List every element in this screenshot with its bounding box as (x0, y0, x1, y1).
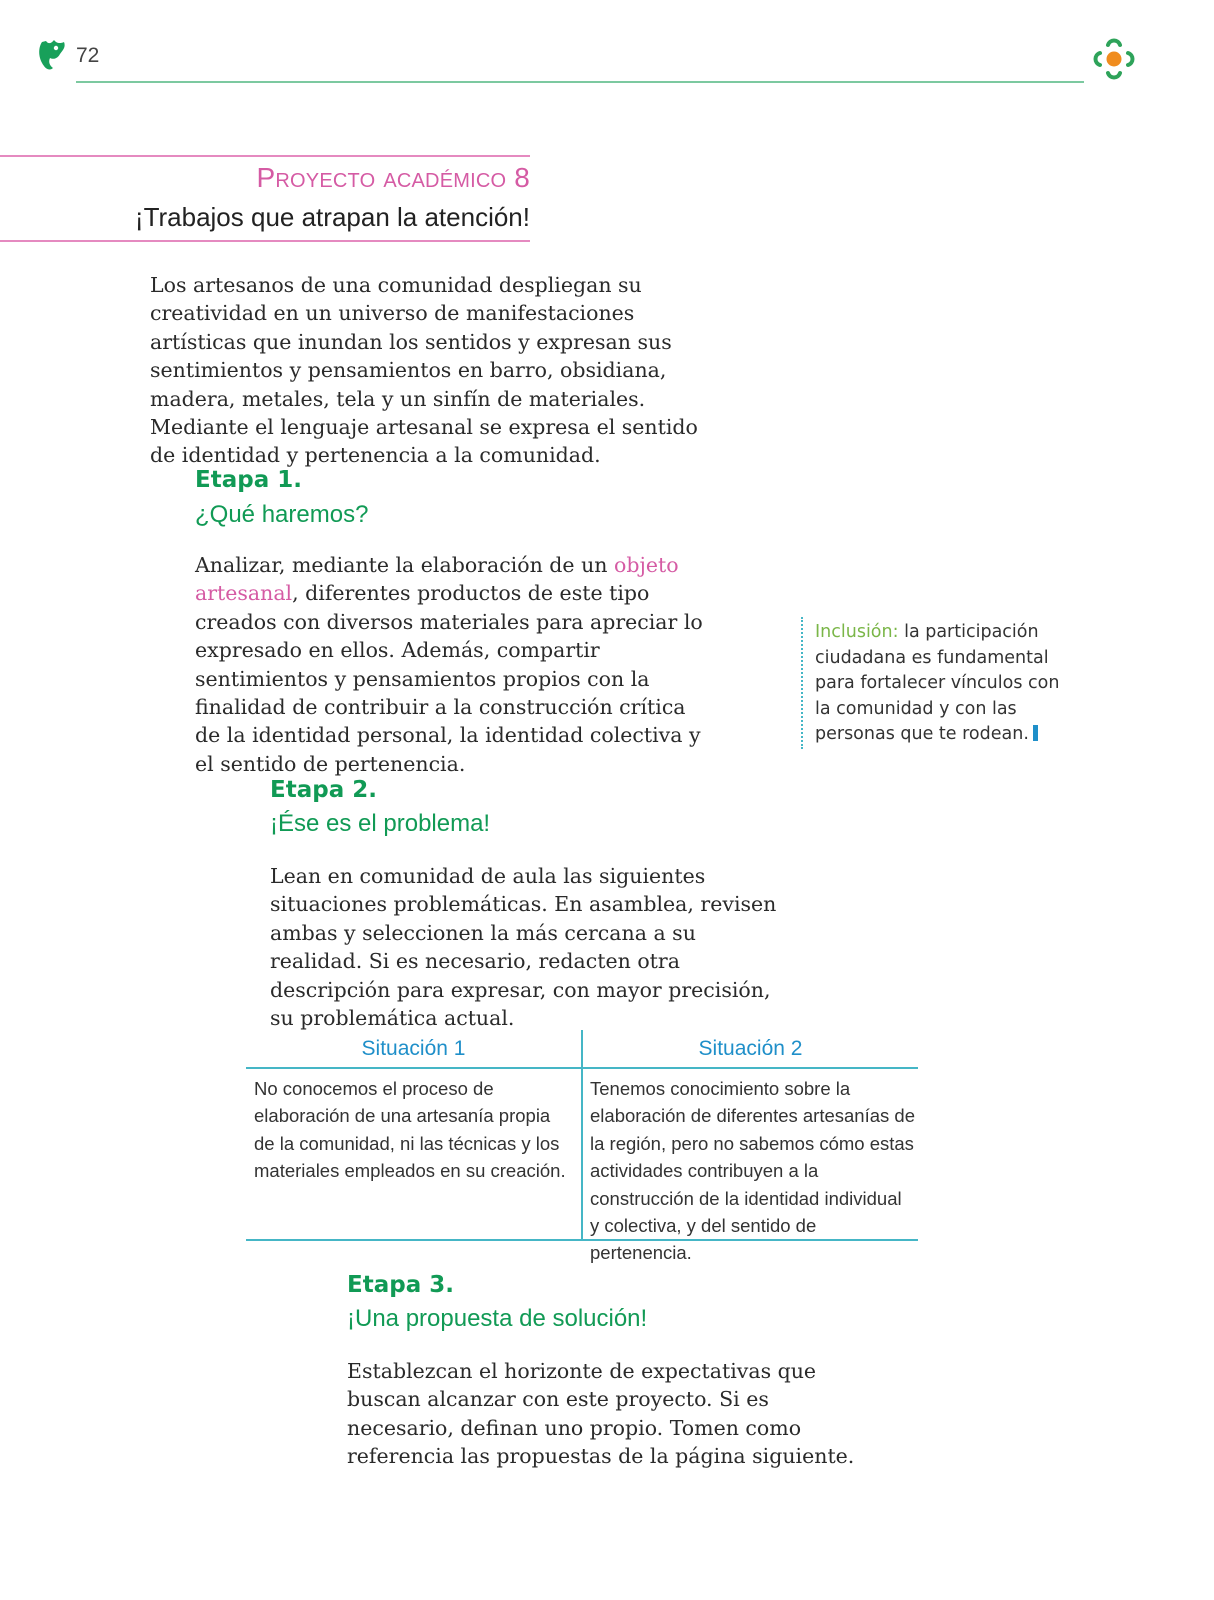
sidenote-rule (801, 617, 803, 749)
situation-2-heading: Situación 2 (698, 1037, 803, 1060)
stage-1-body-text: Analizar, mediante la elaboración de un (195, 553, 614, 577)
glossary-keyword: objeto artesanal (195, 553, 679, 606)
flower-emblem-icon (1088, 34, 1140, 86)
sidenote-text: la participación ciudadana es fundamental para fortalecer vínculos con la comunidad y con las personas que te rodean. (815, 622, 1060, 744)
stage-2-body: Lean en comunidad de aula las siguientes situaciones problemáticas. En asamblea, revisen ambas y seleccionen la más cercana a su realidad. Si es necesario, redacten otra descripción para expresar, con mayor precisión, su problemática actual. (270, 864, 777, 1031)
title-rule-bottom (0, 240, 530, 242)
stage-2-subtitle: ¡Ése es el problema! (270, 810, 491, 837)
inclusion-sidenote (815, 620, 1075, 748)
project-title: ¡Trabajos que atrapan la atención! (134, 202, 530, 232)
situation-1-heading: Situación 1 (361, 1037, 466, 1060)
stage-1-label: Etapa 1. (195, 467, 302, 493)
stage-3-subtitle: ¡Una propuesta de solución! (347, 1305, 648, 1332)
project-label: Proyecto académico 8 (256, 162, 530, 193)
table-column-divider (581, 1030, 583, 1240)
table-header-rule (246, 1067, 918, 1069)
header-rule (76, 81, 1084, 83)
intro-paragraph: Los artesanos de una comunidad despliegan su creatividad en un universo de manifestaciones artísticas que inundan los sentidos y expresan sus sentimientos y pensamientos en barro, obsidiana, madera, metales, tela y un sinfín de materiales. Mediante el lenguaje artesanal se expresa el sentido de identidad y pertenencia a la comunidad. (150, 273, 698, 468)
stage-2-label: Etapa 2. (270, 777, 377, 803)
stage-1-body (195, 551, 715, 778)
stage-1-subtitle: ¿Qué haremos? (195, 501, 369, 528)
situation-1-text: No conocemos el proceso de elaboración de una artesanía propia de la comunidad, ni las técnicas y los materiales empleados en su creación. (254, 1078, 566, 1182)
title-rule-top (0, 155, 530, 157)
sidenote-term: Inclusión: (815, 622, 899, 642)
end-mark-icon (1033, 725, 1038, 741)
stage-3-label: Etapa 3. (347, 1272, 454, 1298)
situation-2-text: Tenemos conocimiento sobre la elaboración de diferentes artesanías de la región, pero no sabemos cómo estas actividades contribuyen a la construcción de la identidad individual y colectiva, y del sentido de pertenencia. (590, 1078, 915, 1264)
page-number: 72 (76, 44, 100, 67)
stage-1-body-text-continued: , diferentes productos de este tipo creados con diversos materiales para apreciar lo expresado en ellos. Además, compartir sentimientos y pensamientos propios con la finalidad de contribuir a la construcción crítica de la identidad personal, la identidad colectiva y el sentido de pertenencia. (195, 581, 703, 776)
stage-3-body: Establezcan el horizonte de expectativas que buscan alcanzar con este proyecto. Si es necesario, definan uno propio. Tomen como referencia las propuestas de la página siguiente. (347, 1359, 855, 1469)
book-logo-icon (36, 38, 68, 72)
